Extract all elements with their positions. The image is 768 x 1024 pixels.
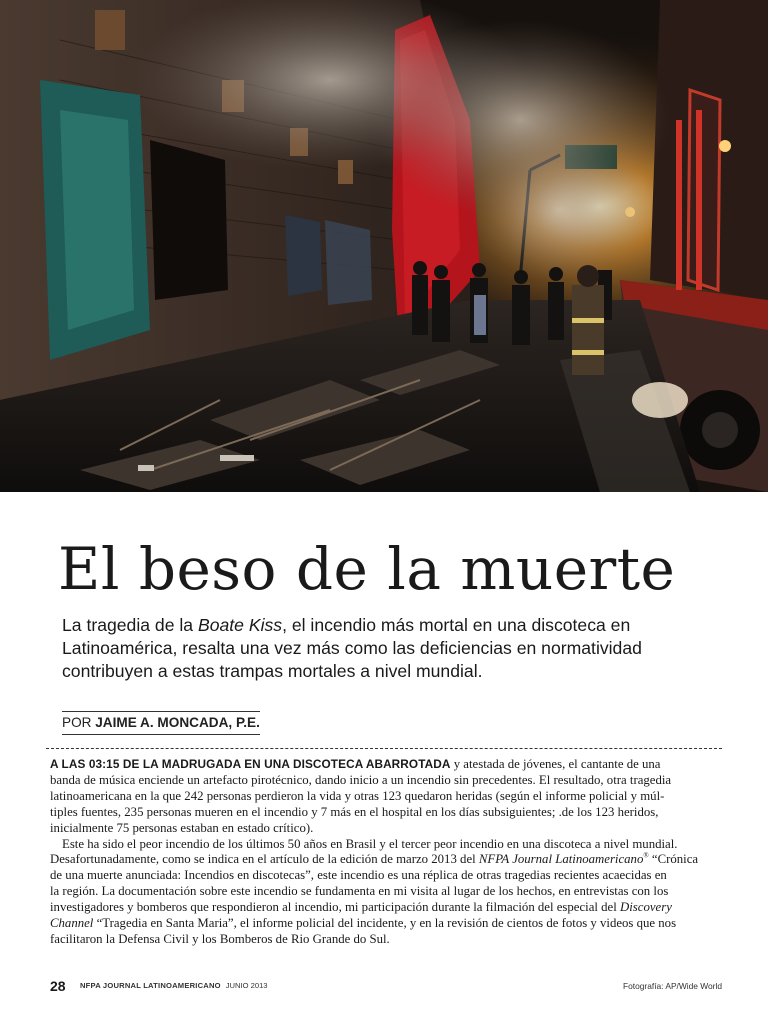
body-lead-in: A LAS 03:15 DE LA MADRUGADA EN UNA DISCOTECA ABARROTADA [50,757,451,771]
deck-venue-name: Boate Kiss [197,615,283,635]
body-channel-name: Discovery [620,900,672,915]
article-title: El beso de la muerte [58,535,676,603]
body-line: facilitaron la Defensa Civil y los Bomberos de Rio Grande do Sul. [50,931,390,946]
section-divider [46,748,722,749]
body-line: la región. La documentación sobre este incendio se fundamenta en mi visita al lugar de los hechos, en entrevistas con los [50,884,669,899]
footer-publication [80,980,268,992]
byline [62,711,260,735]
body-text-run: Desafortunadamente, como se indica en el artículo de la edición de marzo 2013 del [50,852,479,867]
deck-line-1 [62,614,722,637]
byline-prefix: POR [62,715,96,730]
body-line [50,757,722,773]
deck-line-2: Latinoamérica, resalta una vez más como las deficiencias en normatividad [62,638,642,658]
deck-line-1-post: , el incendio más mortal en una discoteca en [282,615,631,635]
photo-credit: Fotografía: AP/Wide World [623,981,722,991]
page-number: 28 [50,978,66,994]
body-line: de una muerte anunciada: Incendios en discotecas”, este incendio es una réplica de otras tragedias recientes acaecidas en [50,868,667,883]
body-line [50,852,722,868]
body-publication-name: NFPA Journal Latinoamericano [478,852,644,867]
body-channel-name: Channel [50,916,94,931]
body-line: latinoamericana en la que 242 personas perdieron la vida y otras 123 quedaron heridas (según el informe policial y múl- [50,788,665,803]
body-line: tiples fuentes, 235 personas mueren en el incendio y 7 más en el hospital en los días subsiguientes; .de los 123 heridos, [50,804,659,819]
registered-mark: ® [643,852,649,861]
article-body [50,757,722,948]
deck-line-1-pre: La tragedia de la [62,615,198,635]
publication-name: NFPA JOURNAL LATINOAMERICANO [80,981,221,990]
body-text-run: y atestada de jóvenes, el cantante de una [450,757,661,771]
body-line [50,916,722,932]
deck-line-3: contribuyen a estas trampas mortales a nivel mundial. [62,661,483,681]
page-footer [50,977,722,995]
hero-photo [0,0,768,492]
body-line: inicialmente 75 personas estaban en estado crítico). [50,820,314,835]
body-text-run: “Tragedia en Santa Maria”, el informe policial del incidente, y en la revisión de cientos de fotos y videos que nos [93,916,677,931]
byline-author: JAIME A. MONCADA, P.E. [95,715,260,730]
body-line: Este ha sido el peor incendio de los últimos 50 años en Brasil y el tercer peor incendio en una discoteca a nivel mundial. [62,836,678,851]
issue-date: JUNIO 2013 [225,981,268,990]
body-line [50,900,722,916]
body-text-run: “Crónica [648,852,699,867]
article-deck [62,614,722,683]
body-line: banda de música enciende un artefacto pirotécnico, dando inicio a un incendio sin precedentes. El resultado, otra tragedia [50,772,672,787]
body-text-run: investigadores y bomberos que respondieron al incendio, mi participación durante la filmación del especial del [50,900,620,915]
